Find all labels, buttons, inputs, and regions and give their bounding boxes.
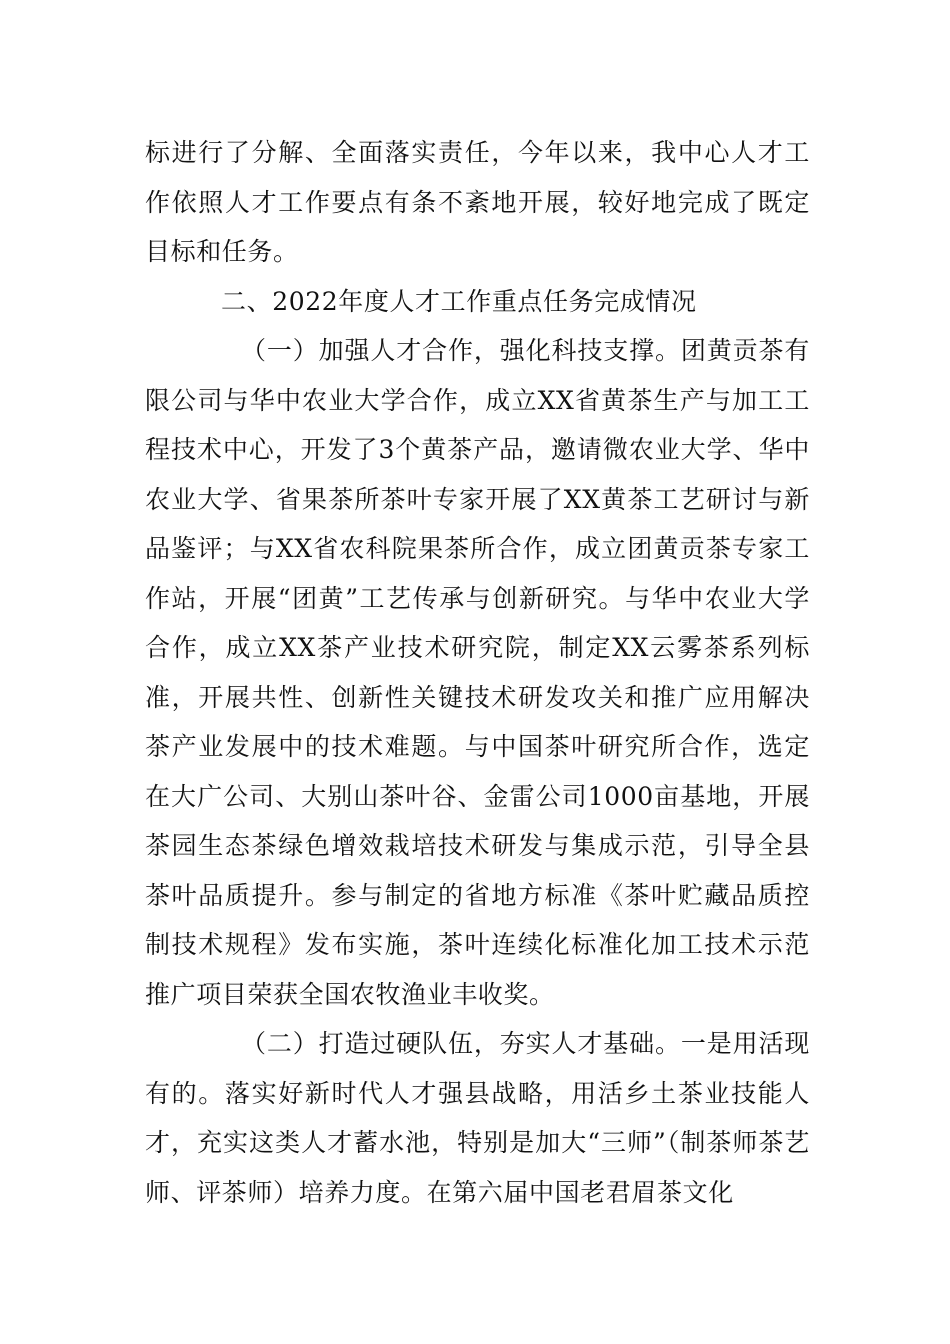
section-heading: 二、2022年度人才工作重点任务完成情况 — [221, 286, 697, 316]
paragraph-talent-cooperation: （一）加强人才合作，强化科技支撑。团黄贡茶有限公司与华中农业大学合作，成立XX省黄茶生产与加工工程技术中心，开发了3个黄茶产品，邀请微农业大学、华中农业大学、省果茶所茶叶专家开展了XX黄茶工艺研讨与新品鉴评；与XX省农科院果茶所合作，成立团黄贡茶专家工作站，开展“团黄”工艺传承与创新研究。与华中农业大学合作，成立XX茶产业技术研究院，制定XX云雾茶系列标准，开展共性、创新性关键技术研发攻关和推广应用解决茶产业发展中的技术难题。与中国茶叶研究所合作，选定在大广公司、大别山茶叶谷、金雷公司1000亩基地，开展茶园生态茶绿色增效栽培技术研发与集成示范，引导全县茶叶品质提升。参与制定的省地方标准《茶叶贮藏品质控制技术规程》发布实施，茶叶连续化标准化加工技术示范推广项目荣获全国农牧渔业丰收奖。 — [145, 336, 810, 1009]
document-page — [145, 128, 810, 1217]
paragraph-continued: 标进行了分解、全面落实责任，今年以来，我中心人才工作依照人才工作要点有条不紊地开展，较好地完成了既定目标和任务。 — [145, 138, 810, 266]
paragraph-team-building: （二）打造过硬队伍，夯实人才基础。一是用活现有的。落实好新时代人才强县战略，用活乡土茶业技能人才，充实这类人才蓄水池，特别是加大“三师”（制茶师茶艺师、评茶师）培养力度。在第六届中国老君眉茶文化 — [145, 1029, 810, 1207]
